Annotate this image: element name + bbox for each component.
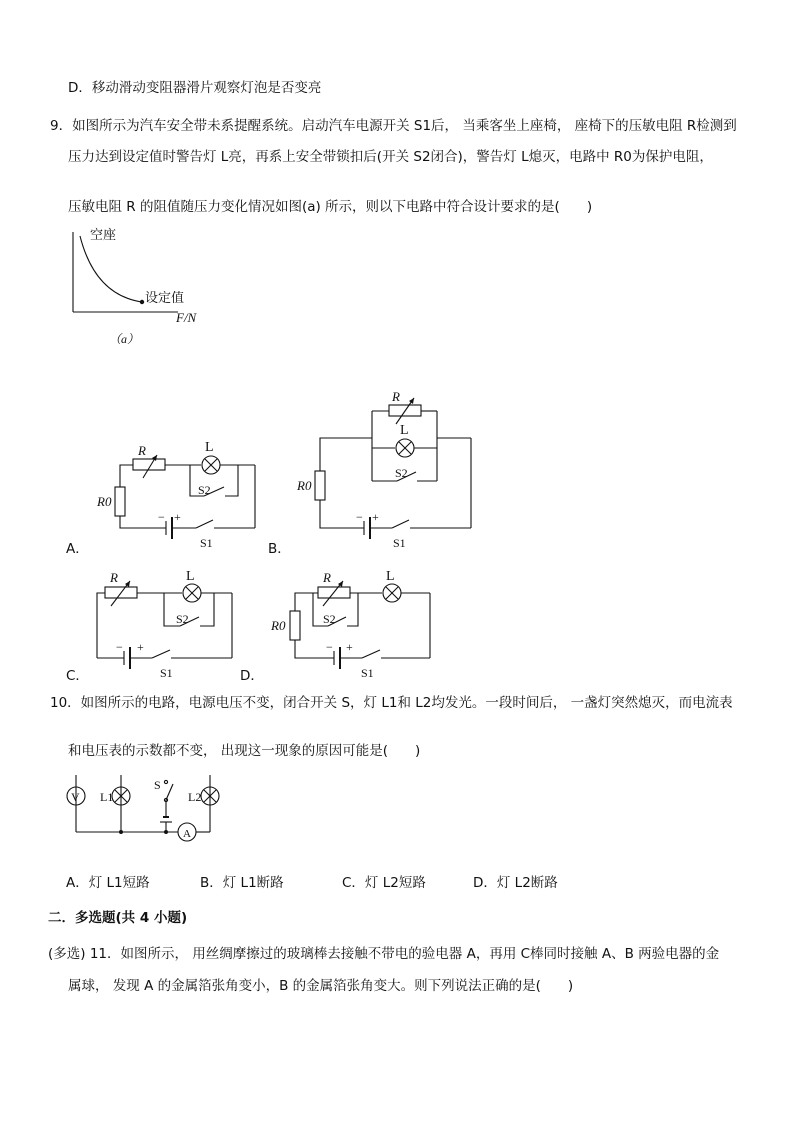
graph-top-label: 空座	[90, 227, 117, 242]
svg-text:+: +	[137, 640, 144, 654]
svg-text:R0: R0	[271, 618, 286, 633]
q11-stem-line2: 属球， 发现 A 的金属箔张角变小，B 的金属箔张角变大。则下列说法正确的是( )	[68, 978, 574, 994]
svg-text:R: R	[138, 443, 146, 458]
svg-text:A: A	[183, 828, 191, 840]
svg-text:S1: S1	[393, 536, 406, 550]
q10-option-b[interactable]: B．灯 L1断路	[200, 875, 284, 891]
svg-text:+: +	[174, 510, 181, 524]
svg-text:S: S	[154, 778, 161, 792]
q10-option-d[interactable]: D．灯 L2断路	[473, 875, 558, 891]
svg-text:R: R	[110, 570, 118, 585]
switch-s	[166, 784, 173, 800]
svg-text:−: −	[158, 510, 165, 524]
svg-text:L: L	[205, 440, 214, 455]
q9-option-c-label[interactable]: C．	[66, 668, 89, 684]
svg-text:S2: S2	[176, 612, 189, 626]
svg-text:−: −	[116, 640, 123, 654]
graph-caption: （a）	[109, 332, 140, 346]
q9-option-b-label[interactable]: B．	[268, 541, 291, 557]
graph-x-label: F/N	[176, 310, 197, 325]
svg-text:+: +	[346, 640, 353, 654]
svg-text:−: −	[326, 640, 333, 654]
q9-stem-line1: 9．如图所示为汽车安全带未系提醒系统。启动汽车电源开关 S1后， 当乘客坐上座椅， 座椅下的压敏电阻 R检测到	[50, 118, 737, 134]
svg-text:−: −	[356, 510, 363, 524]
svg-text:S2: S2	[323, 612, 336, 626]
svg-text:R0: R0	[297, 478, 312, 493]
q9-option-a-label[interactable]: A．	[66, 541, 89, 557]
svg-text:V: V	[71, 790, 80, 804]
q8-option-d: D．移动滑动变阻器滑片观察灯泡是否变亮	[68, 80, 322, 96]
q11-stem-line1: (多选) 11．如图所示， 用丝绸摩擦过的玻璃棒去接触不带电的验电器 A，再用 C棒同时接触 A、B 两验电器的金	[48, 946, 720, 962]
q9-option-d-label[interactable]: D．	[240, 668, 264, 684]
svg-text:L: L	[400, 423, 409, 438]
svg-text:R: R	[392, 389, 400, 404]
q10-stem-line2: 和电压表的示数都不变， 出现这一现象的原因可能是( )	[68, 743, 421, 759]
svg-text:L1: L1	[100, 790, 114, 804]
svg-text:L: L	[186, 569, 195, 584]
q10-option-c[interactable]: C．灯 L2短路	[342, 875, 426, 891]
svg-text:S2: S2	[395, 466, 408, 480]
svg-text:S2: S2	[198, 483, 211, 497]
q10-option-a[interactable]: A．灯 L1短路	[66, 875, 150, 891]
q9-stem-line3: 压敏电阻 R 的阻值随压力变化情况如图(a) 所示，则以下电路中符合设计要求的是( )	[68, 199, 593, 215]
svg-text:S1: S1	[361, 666, 374, 680]
q9-stem-line2: 压力达到设定值时警告灯 L亮，再系上安全带锁扣后(开关 S2闭合)，警告灯 L熄灭，电路中 R0为保护电阻，	[68, 149, 713, 165]
section-title-multiple-choice: 二．多选题(共 4 小题)	[48, 910, 188, 926]
svg-text:L2: L2	[188, 790, 202, 804]
svg-text:S1: S1	[160, 666, 173, 680]
q10-stem-line1: 10．如图所示的电路，电源电压不变，闭合开关 S，灯 L1和 L2均发光。一段时间后， 一盏灯突然熄灭，而电流表	[50, 695, 733, 711]
svg-text:R0: R0	[97, 494, 112, 509]
graph-point-label: 设定值	[145, 290, 185, 305]
svg-text:L: L	[386, 569, 395, 584]
svg-text:S1: S1	[200, 536, 213, 550]
svg-text:R: R	[323, 570, 331, 585]
svg-text:+: +	[372, 510, 379, 524]
